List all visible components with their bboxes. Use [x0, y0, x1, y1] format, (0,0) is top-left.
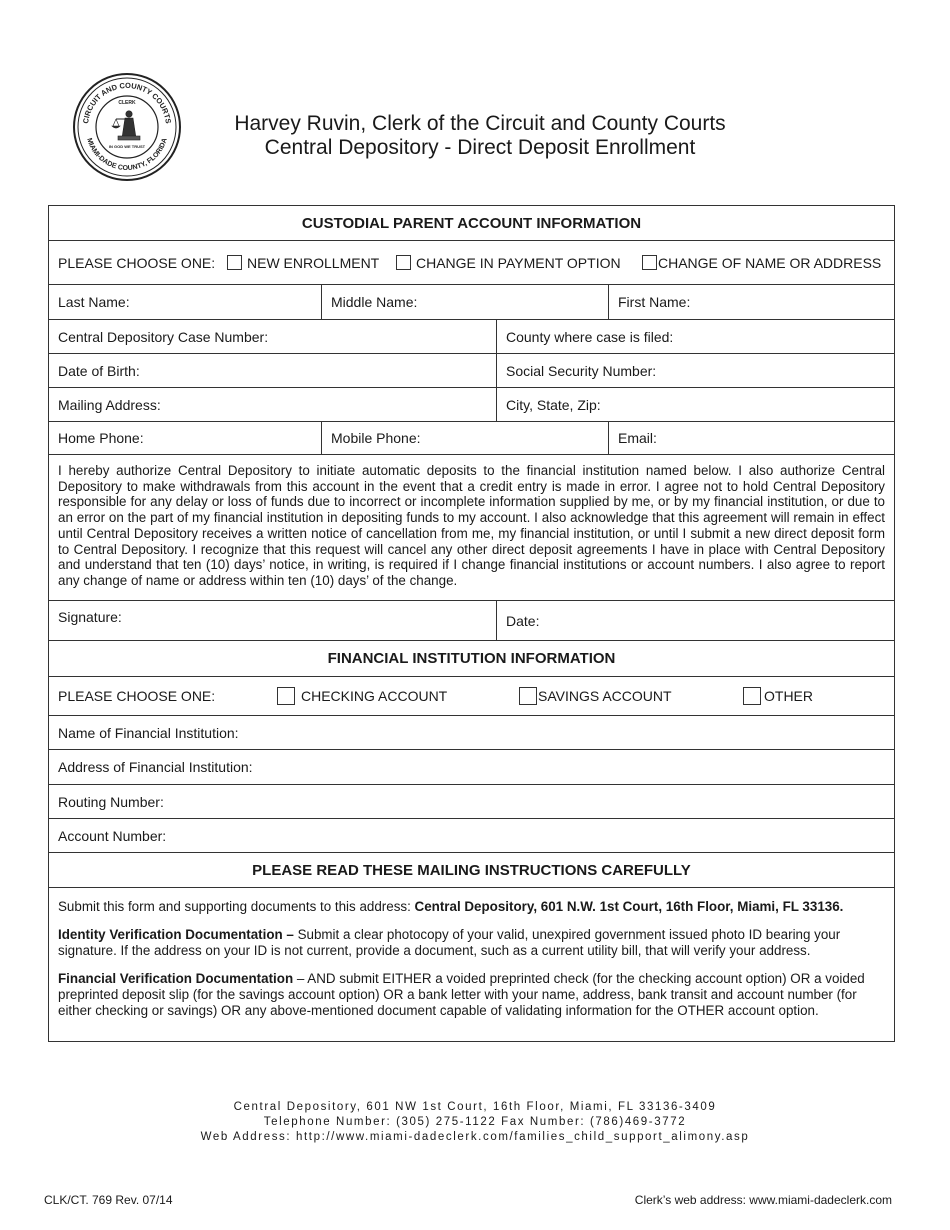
case-row	[49, 320, 894, 354]
account-row	[49, 819, 894, 853]
routing-row	[49, 785, 894, 819]
seal-bottom-text: MIAMI-DADE COUNTY, FLORIDA	[85, 137, 169, 173]
routing-number-label: Routing Number:	[58, 793, 164, 810]
first-name-field[interactable]	[608, 285, 894, 319]
mailing-heading: PLEASE READ THESE MAILING INSTRUCTIONS CAREFULLY	[252, 861, 691, 879]
enrollment-form	[48, 205, 895, 1042]
mailing-address-label: Mailing Address:	[58, 396, 161, 413]
mailing-heading-row	[49, 853, 894, 888]
form-id: CLK/CT. 769 Rev. 07/14	[44, 1193, 173, 1207]
change-payment-checkbox[interactable]	[396, 255, 411, 270]
change-name-address-option[interactable]	[642, 241, 881, 284]
account-choose-label: PLEASE CHOOSE ONE:	[58, 688, 216, 704]
identity-verification-paragraph: Identity Verification Documentation – Submit a clear photocopy of your valid, unexpired government issued photo ID bearing your signature. If the address on your ID is not current, provide a document, such as a current utility bill, that will verify your address.	[58, 927, 841, 958]
last-name-field[interactable]	[49, 285, 321, 319]
ssn-field[interactable]	[496, 354, 894, 387]
city-state-zip-label: City, State, Zip:	[506, 396, 601, 413]
page-subtitle: Central Depository - Direct Deposit Enrollment	[264, 136, 696, 159]
seal-center-text: CLERK	[118, 100, 136, 106]
financial-verification-paragraph: Financial Verification Documentation – AND submit EITHER a voided preprinted check (for the checking account option) OR a voided preprinted deposit slip (for the savings account option) OR a bank letter with your name, address, bank transit and account number (for either checking or savings) OR any above-mentioned document capable of validating information for the OTHER account option.	[58, 971, 865, 1018]
financial-verification-title: Financial Verification Documentation	[58, 971, 294, 986]
footer-address: Central Depository, 601 NW 1st Court, 16th Floor, Miami, FL 33136-3409	[233, 1101, 717, 1113]
middle-name-label: Middle Name:	[331, 294, 418, 310]
savings-label: SAVINGS ACCOUNT	[538, 688, 672, 704]
identity-verification-title: Identity Verification Documentation –	[58, 927, 294, 942]
institution-name-label: Name of Financial Institution:	[58, 724, 239, 741]
signature-field[interactable]	[49, 601, 496, 640]
date-label: Date:	[506, 612, 540, 629]
email-field[interactable]	[608, 422, 894, 454]
change-name-address-checkbox[interactable]	[642, 255, 657, 270]
other-label: OTHER	[764, 688, 813, 704]
county-label: County where case is filed:	[506, 328, 674, 345]
change-name-address-label: CHANGE OF NAME OR ADDRESS	[658, 254, 882, 271]
last-name-label: Last Name:	[58, 294, 130, 310]
savings-option[interactable]	[519, 677, 672, 715]
page-header	[190, 112, 770, 160]
case-number-field[interactable]	[49, 320, 496, 353]
checking-checkbox[interactable]	[277, 687, 295, 705]
county-field[interactable]	[496, 320, 894, 353]
account-type-row	[49, 677, 894, 716]
contact-footer	[0, 1100, 950, 1145]
new-enrollment-label: NEW ENROLLMENT	[247, 254, 380, 271]
signature-label: Signature:	[58, 609, 122, 625]
seal-motto: IN GOD WE TRUST	[108, 144, 146, 149]
authorization-text: I hereby authorize Central Depository to initiate automatic deposits to the financial institution named below. I also authorize Central Depository to make withdrawals from this account in the event that a credit entry is made in error. I agree not to hold Central Depository responsible for any delay or loss of funds due to incorrect or incomplete information supplied by me, or by my financial institution, or due to an error on the part of my financial institution in depositing funds to my account. I also acknowledge that this agreement will remain in effect until Central Depository receives a written notice of cancellation from me, my financial institution, or until I submit a new direct deposit form to Central Depository. I recognize that this request will cancel any other direct deposit agreements I have in place with Central Depository and understand that ten (10) days’ notice, in writing, is required if I change financial institutions or account numbers. I also agree to report any change of name or address within ten (10) days’ of the change.	[49, 455, 894, 601]
dob-label: Date of Birth:	[58, 362, 140, 379]
checking-label: CHECKING ACCOUNT	[301, 688, 448, 704]
custodial-heading-row	[49, 206, 894, 241]
submit-address-paragraph: Submit this form and supporting documents to this address: Central Depository, 601 N.W. 1st Court, 16th Floor, Miami, FL 33136.	[58, 899, 844, 914]
institution-name-field[interactable]	[49, 716, 894, 749]
footer-phone: Telephone Number: (305) 275-1122 Fax Number: (786)469-3772	[263, 1116, 687, 1128]
institution-address-row	[49, 750, 894, 785]
clerk-seal	[72, 72, 182, 182]
account-number-label: Account Number:	[58, 827, 167, 844]
savings-checkbox[interactable]	[519, 687, 537, 705]
submit-address: Central Depository, 601 N.W. 1st Court, 16th Floor, Miami, FL 33136.	[414, 899, 844, 914]
seal-top-text: CIRCUIT AND COUNTY COURTS	[81, 80, 173, 125]
change-payment-option[interactable]	[396, 241, 621, 284]
enrollment-type-row	[49, 241, 894, 285]
page-title: Harvey Ruvin, Clerk of the Circuit and County Courts	[234, 112, 726, 135]
date-field[interactable]	[496, 601, 894, 640]
clerk-web-address: Clerk’s web address: www.miami-dadeclerk.com	[634, 1193, 892, 1207]
enrollment-choose-label: PLEASE CHOOSE ONE:	[58, 254, 216, 271]
custodial-heading: CUSTODIAL PARENT ACCOUNT INFORMATION	[301, 214, 642, 232]
name-row	[49, 285, 894, 320]
mobile-phone-field[interactable]	[321, 422, 608, 454]
routing-number-field[interactable]	[49, 785, 894, 818]
other-checkbox[interactable]	[743, 687, 761, 705]
financial-heading-row	[49, 641, 894, 677]
dob-row	[49, 354, 894, 388]
account-number-field[interactable]	[49, 819, 894, 852]
mailing-address-field[interactable]	[49, 388, 496, 421]
new-enrollment-option[interactable]	[227, 241, 379, 284]
home-phone-field[interactable]	[49, 422, 321, 454]
new-enrollment-checkbox[interactable]	[227, 255, 242, 270]
email-label: Email:	[618, 430, 657, 446]
dob-field[interactable]	[49, 354, 496, 387]
mobile-phone-label: Mobile Phone:	[331, 430, 421, 446]
institution-name-row	[49, 716, 894, 750]
city-state-zip-field[interactable]	[496, 388, 894, 421]
change-payment-label: CHANGE IN PAYMENT OPTION	[416, 254, 621, 271]
case-number-label: Central Depository Case Number:	[58, 328, 269, 345]
mailing-instructions	[49, 888, 894, 1041]
home-phone-label: Home Phone:	[58, 430, 144, 446]
other-option[interactable]	[743, 677, 813, 715]
signature-row	[49, 601, 894, 641]
institution-address-field[interactable]	[49, 750, 894, 784]
checking-option[interactable]	[277, 677, 447, 715]
middle-name-field[interactable]	[321, 285, 608, 319]
address-row	[49, 388, 894, 422]
financial-heading: FINANCIAL INSTITUTION INFORMATION	[327, 650, 616, 667]
first-name-label: First Name:	[618, 294, 691, 310]
footer-web: Web Address: http://www.miami-dadeclerk.com/families_child_support_alimony.asp	[200, 1131, 750, 1143]
institution-address-label: Address of Financial Institution:	[58, 759, 253, 775]
contact-row	[49, 422, 894, 455]
ssn-label: Social Security Number:	[506, 362, 657, 379]
justice-figure-icon	[112, 111, 140, 140]
